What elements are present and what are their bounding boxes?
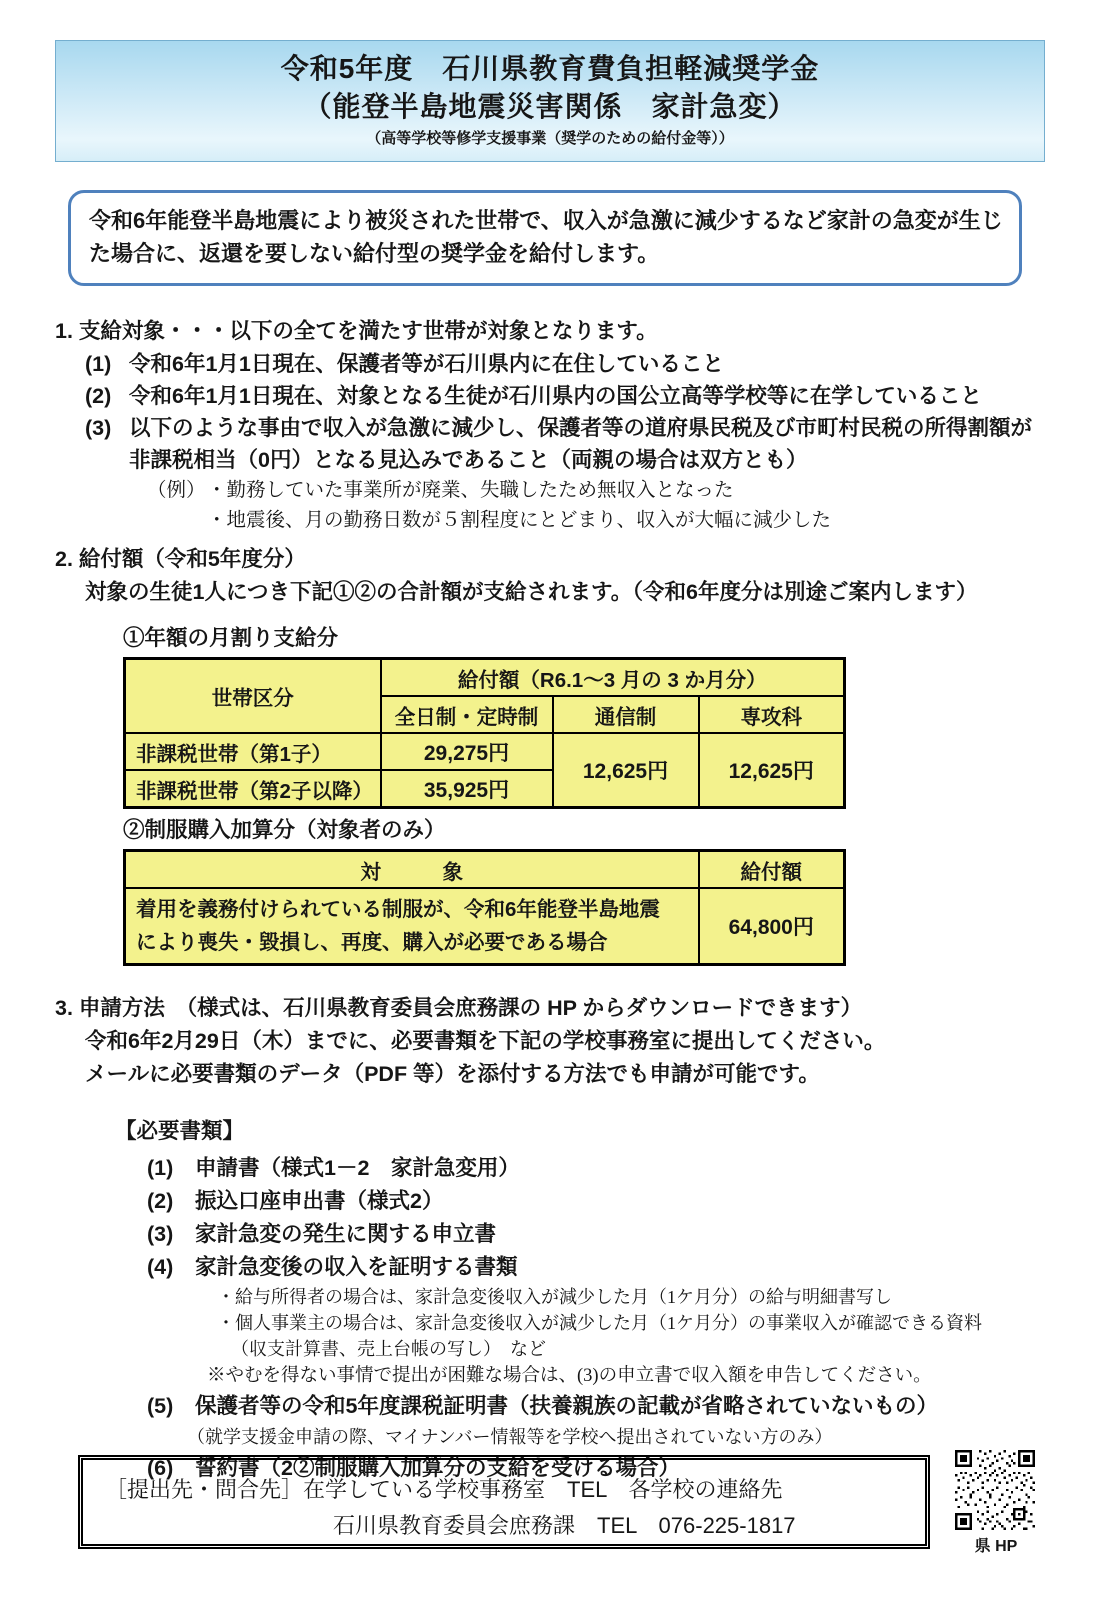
- doc5-note: （就学支援金申請の際、マイナンバー情報等を学校へ提出されていない方のみ）: [187, 1427, 833, 1447]
- monthly-payment-table: [123, 657, 846, 809]
- page-title-line2: （能登半島地震災害関係 家計急変）: [303, 91, 797, 122]
- item-number: (1): [85, 352, 112, 376]
- doc-number: (1): [147, 1156, 174, 1180]
- qr-code-icon: [955, 1450, 1035, 1530]
- target-line1: 着用を義務付けられている制服が、令和6年能登半島地震: [136, 898, 660, 921]
- doc4-caution: ※やむを得ない事情で提出が困難な場合は、(3)の申立書で収入額を申告してください。: [207, 1366, 932, 1386]
- doc-item-4: [147, 1251, 1045, 1284]
- col-header-target: 対 象: [125, 851, 699, 889]
- contact-box: [78, 1455, 930, 1549]
- doc-text: 保護者等の令和5年度課税証明書（扶養親族の記載が省略されていないもの）: [195, 1394, 938, 1418]
- contact-line1: [83, 1472, 925, 1508]
- col-header-advanced: 専攻科: [699, 696, 845, 733]
- section1-heading: 1. 支給対象・・・以下の全てを満たす世帯が対象となります。: [55, 319, 658, 343]
- qr-label: 県 HP: [974, 1538, 1018, 1555]
- doc-number: (6): [147, 1456, 174, 1480]
- item-number: (3): [85, 416, 112, 440]
- email-line: メールに必要書類のデータ（PDF 等）を添付する方法でも申請が可能です。: [85, 1062, 820, 1086]
- doc-text: 振込口座申出書（様式2）: [195, 1189, 444, 1213]
- col-header-amount: 給付額: [699, 851, 845, 889]
- target-line2: により喪失・毀損し、再度、購入が必要である場合: [136, 931, 608, 954]
- header-banner: [55, 40, 1045, 162]
- example-line: ・勤務していた事業所が廃業、失職したため無収入となった: [207, 480, 734, 501]
- col-header-correspondence: 通信制: [553, 696, 699, 733]
- page-body: [0, 40, 1100, 1485]
- contact-school: 在学している学校事務室 TEL 各学校の連絡先: [303, 1477, 783, 1502]
- intro-highlight-box: [68, 190, 1022, 286]
- section2-heading: 2. 給付額（令和5年度分）: [55, 547, 306, 571]
- doc-number: (2): [147, 1189, 174, 1213]
- doc-text: 誓約書（2②制服購入加算分の支給を受ける場合）: [195, 1456, 680, 1480]
- amount-second-child-fulltime: 35,925円: [381, 770, 553, 808]
- example-line: ・地震後、月の勤務日数が５割程度にとどまり、収入が大幅に減少した: [207, 510, 832, 531]
- table-header-row: [125, 851, 845, 889]
- section3-heading: 3. 申請方法 （様式は、石川県教育委員会庶務課の HP からダウンロードできます）: [55, 996, 863, 1020]
- doc-number: (4): [147, 1255, 174, 1279]
- section2-description: 対象の生徒1人につき下記①②の合計額が支給されます。（令和6年度分は別途ご案内します）: [85, 580, 978, 604]
- doc-item-5: [147, 1390, 1045, 1423]
- item-text: 以下のような事由で収入が急激に減少し、保護者等の道府県民税及び市町村民税の所得割額が非課税相当（0円）となる見込みであること（両親の場合は双方とも）: [129, 416, 1033, 472]
- example-lines: [207, 476, 831, 536]
- amount-first-child-fulltime: 29,275円: [381, 733, 553, 770]
- amount-advanced: 12,625円: [699, 733, 845, 808]
- doc-number: (3): [147, 1222, 174, 1246]
- doc-item-1: [147, 1152, 1045, 1185]
- item-text: 令和6年1月1日現在、保護者等が石川県内に在住していること: [129, 352, 724, 376]
- doc-text: 家計急変後の収入を証明する書類: [195, 1255, 518, 1279]
- deadline-line: 令和6年2月29日（木）までに、必要書類を下記の学校事務室に提出してください。: [85, 1029, 886, 1053]
- table-row: [125, 733, 845, 770]
- amount-correspondence: 12,625円: [553, 733, 699, 808]
- doc-item-2: [147, 1185, 1045, 1218]
- eligibility-item-1: [85, 348, 1045, 380]
- page-title-line1: 令和5年度 石川県教育費負担軽減奨学金: [280, 53, 820, 84]
- intro-text: 令和6年能登半島地震により被災された世帯で、収入が急激に減少するなど家計の急変が生じた場合に、返還を要しない給付型の奨学金を給付します。: [89, 208, 1003, 266]
- example-block: [147, 476, 1045, 536]
- table-header-row: [125, 659, 845, 697]
- household-second-child: 非課税世帯（第2子以降）: [125, 770, 381, 808]
- household-first-child: 非課税世帯（第1子）: [125, 733, 381, 770]
- doc-text: 家計急変の発生に関する申立書: [195, 1222, 497, 1246]
- table-row: [125, 888, 845, 965]
- col-header-fulltime: 全日制・定時制: [381, 696, 553, 733]
- item-number: (2): [85, 384, 112, 408]
- doc4-note-ledger: （収支計算書、売上台帳の写し） など: [231, 1339, 546, 1359]
- doc-text: 申請書（様式1－2 家計急変用）: [195, 1156, 520, 1180]
- col-header-amount-span: 給付額（R6.1～3 月の 3 か月分）: [381, 659, 845, 697]
- qr-block: [955, 1450, 1037, 1556]
- example-label: （例）: [147, 480, 206, 501]
- uniform-table-title: ②制服購入加算分（対象者のみ）: [123, 818, 446, 842]
- contact-label: ［提出先・問合先］: [105, 1477, 304, 1502]
- eligibility-item-2: [85, 380, 1045, 412]
- doc4-note-salary: ・給与所得者の場合は、家計急変後収入が減少した月（1ケ月分）の給与明細書写し: [217, 1287, 892, 1307]
- required-docs-heading: 【必要書類】: [115, 1119, 245, 1143]
- doc-number: (5): [147, 1394, 174, 1418]
- contact-line2: 石川県教育委員会庶務課 TEL 076-225-1817: [333, 1513, 796, 1538]
- eligibility-item-3: [85, 412, 1045, 476]
- page-subtitle: （高等学校等修学支援事業（奨学のための給付金等））: [366, 130, 734, 147]
- item-text: 令和6年1月1日現在、対象となる生徒が石川県内の国公立高等学校等に在学していること: [129, 384, 982, 408]
- uniform-amount: 64,800円: [699, 888, 845, 965]
- doc-item-3: [147, 1218, 1045, 1251]
- col-header-household: 世帯区分: [125, 659, 381, 734]
- monthly-table-title: ①年額の月割り支給分: [123, 626, 339, 650]
- uniform-addition-table: [123, 849, 846, 966]
- doc4-note-business: ・個人事業主の場合は、家計急変後収入が減少した月（1ケ月分）の事業収入が確認できる資料: [217, 1313, 982, 1333]
- uniform-target-cell: [125, 888, 699, 965]
